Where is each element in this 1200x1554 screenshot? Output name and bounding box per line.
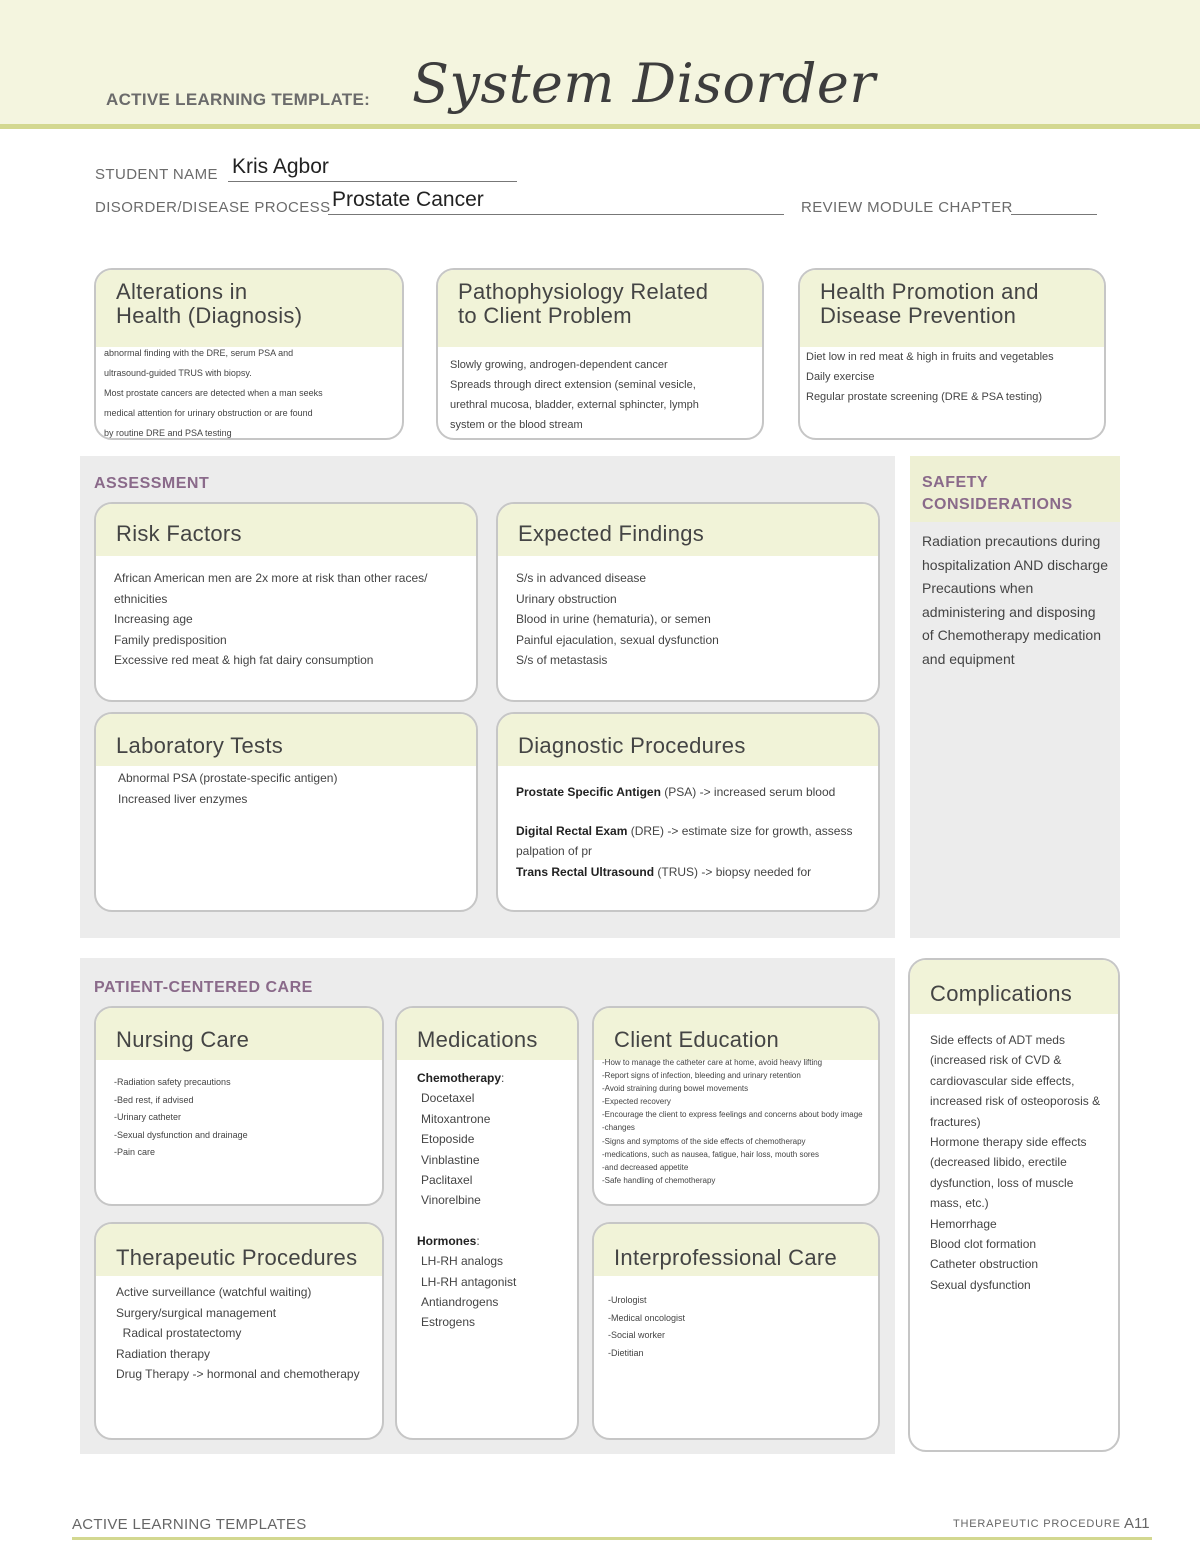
- therapeutic-procedures-card: [94, 1222, 384, 1440]
- dre-rest: (DRE) -> estimate size for growth, assess: [627, 823, 853, 838]
- health-promotion-title-1: Health Promotion and: [820, 279, 1039, 304]
- body-line: Catheter obstruction: [930, 1257, 1039, 1272]
- complications-body: [910, 1014, 1118, 1295]
- patient-care-title: PATIENT-CENTERED CARE: [94, 979, 313, 996]
- spacer: [516, 803, 872, 821]
- alterations-body: [96, 343, 402, 440]
- laboratory-tests-body: [96, 766, 476, 809]
- risk-factors-body: [96, 556, 476, 671]
- nursing-care-title: Nursing Care: [116, 1027, 250, 1052]
- body-line: Most prostate cancers are detected when a man seeks: [104, 388, 323, 398]
- template-title: System Disorder: [412, 52, 876, 115]
- body-line: Radical prostatectomy: [116, 1326, 242, 1340]
- body-line: Increasing age: [114, 612, 193, 626]
- footer-left: ACTIVE LEARNING TEMPLATES: [72, 1516, 307, 1533]
- client-education-title: Client Education: [614, 1027, 780, 1052]
- interprofessional-care-body: [594, 1276, 878, 1362]
- review-chapter-label: REVIEW MODULE CHAPTER: [801, 199, 1013, 216]
- diagnostic-procedures-card: [496, 712, 880, 912]
- chemo-label: Chemotherapy: [417, 1071, 502, 1085]
- student-name-line: [228, 181, 517, 182]
- body-line: -Medical oncologist: [608, 1312, 686, 1323]
- dre-line: [516, 821, 872, 842]
- nursing-care-body: [96, 1060, 382, 1162]
- body-line: fractures): [930, 1114, 981, 1129]
- risk-factors-card: [94, 502, 478, 702]
- chemo-label-line: Chemotherapy:: [417, 1071, 505, 1085]
- disorder-line: [328, 214, 784, 215]
- body-line: cardiovascular side effects,: [930, 1073, 1075, 1088]
- interprofessional-care-card: [592, 1222, 880, 1440]
- pathophysiology-title-2: to Client Problem: [458, 303, 632, 328]
- body-line: -Dietitian: [608, 1347, 644, 1358]
- body-line: mass, etc.): [930, 1196, 989, 1211]
- spacer: [417, 1211, 571, 1231]
- safety-title-2: CONSIDERATIONS: [922, 496, 1073, 513]
- med-item: Antiandrogens: [421, 1295, 499, 1310]
- body-line: -Report signs of infection, bleeding and urinary retention: [602, 1071, 801, 1081]
- complications-title: Complications: [930, 981, 1073, 1006]
- body-line: Drug Therapy -> hormonal and chemotherapy: [116, 1367, 360, 1381]
- safety-head: [910, 456, 1120, 522]
- body-line: Blood clot formation: [930, 1237, 1037, 1252]
- body-line: abnormal finding with the DRE, serum PSA and: [104, 348, 294, 358]
- complications-head: [910, 960, 1118, 1014]
- med-item: Estrogens: [421, 1315, 476, 1330]
- body-line: urethral mucosa, bladder, external sphincter, lymph: [450, 399, 699, 411]
- alterations-title-1: Alterations in: [116, 279, 248, 304]
- body-line: -Pain care: [114, 1147, 156, 1157]
- hormones-label: Hormones: [417, 1233, 477, 1248]
- interprofessional-care-head: [594, 1224, 878, 1276]
- body-line: Excessive red meat & high fat dairy consumption: [114, 653, 374, 667]
- client-education-body: [594, 1056, 878, 1187]
- medications-head: [397, 1008, 577, 1060]
- body-line: hospitalization AND discharge: [922, 556, 1108, 573]
- body-line: -medications, such as nausea, fatigue, hair loss, mouth sores: [602, 1149, 819, 1159]
- disorder-value[interactable]: Prostate Cancer: [332, 188, 484, 211]
- diagnostic-procedures-body: [498, 766, 878, 882]
- safety-title-1: SAFETY: [922, 474, 989, 491]
- body-line: of Chemotherapy medication: [922, 627, 1101, 643]
- body-line: system or the blood stream: [450, 419, 583, 431]
- client-education-head: [594, 1008, 878, 1060]
- med-item: LH-RH antagonist: [421, 1274, 517, 1289]
- body-line: Blood in urine (hematuria), or semen: [516, 612, 711, 626]
- pathophysiology-card: [436, 268, 764, 440]
- med-item: Vinblastine: [421, 1152, 480, 1167]
- alterations-card: [94, 268, 404, 440]
- body-line: ultrasound-guided TRUS with biopsy.: [104, 368, 252, 378]
- body-line: -Safe handling of chemotherapy: [602, 1175, 716, 1185]
- body-line: Radiation therapy: [116, 1346, 211, 1361]
- health-promotion-title-2: Disease Prevention: [820, 303, 1017, 328]
- body-line: Sexual dysfunction: [930, 1277, 1031, 1292]
- body-line: -Sexual dysfunction and drainage: [114, 1129, 248, 1140]
- therapeutic-procedures-head: [96, 1224, 382, 1276]
- med-item: LH-RH analogs: [421, 1254, 504, 1269]
- dre-bold: Digital Rectal Exam: [516, 823, 628, 838]
- body-line: by routine DRE and PSA testing: [104, 428, 232, 438]
- body-line: Family predisposition: [114, 632, 227, 647]
- therapeutic-procedures-body: [96, 1276, 382, 1385]
- med-item: Vinorelbine: [421, 1193, 481, 1208]
- body-line: African American men are 2x more at risk than other races/: [114, 571, 428, 585]
- pathophysiology-title-1: Pathophysiology Related: [458, 279, 709, 304]
- body-line: -Urologist: [608, 1295, 647, 1305]
- student-name-value[interactable]: Kris Agbor: [232, 155, 329, 178]
- body-line: (decreased libido, erectile: [930, 1155, 1067, 1170]
- body-line: -changes: [602, 1123, 635, 1133]
- body-line: Diet low in red meat & high in fruits and vegetables: [806, 351, 1054, 363]
- trus-line: [516, 862, 872, 883]
- alterations-card-head: [96, 270, 402, 347]
- body-line: -Encourage the client to express feelings and concerns about body image: [602, 1110, 863, 1120]
- pathophysiology-card-head: [438, 270, 762, 347]
- expected-findings-card: [496, 502, 880, 702]
- body-line: Side effects of ADT meds: [930, 1033, 1065, 1047]
- trus-rest: (TRUS) -> biopsy needed for: [654, 864, 812, 879]
- client-education-card: [592, 1006, 880, 1206]
- dre-continued: palpation of pr: [516, 844, 593, 858]
- body-line: -How to manage the catheter care at home, avoid heavy lifting: [602, 1058, 823, 1067]
- template-prefix: ACTIVE LEARNING TEMPLATE:: [106, 90, 371, 109]
- body-line: Spreads through direct extension (seminal vesicle,: [450, 379, 696, 391]
- diagnostic-procedures-title: Diagnostic Procedures: [518, 733, 746, 758]
- body-line: Radiation precautions during: [922, 533, 1101, 549]
- body-line: -Radiation safety precautions: [114, 1077, 231, 1087]
- laboratory-tests-card: [94, 712, 478, 912]
- body-line: -Signs and symptoms of the side effects of chemotherapy: [602, 1136, 806, 1146]
- body-line: -Avoid straining during bowel movements: [602, 1084, 749, 1094]
- body-line: Active surveillance (watchful waiting): [116, 1285, 312, 1299]
- laboratory-tests-head: [96, 714, 476, 766]
- medications-body: [397, 1060, 577, 1333]
- medications-card: [395, 1006, 579, 1440]
- body-line: increased risk of osteoporosis &: [930, 1094, 1101, 1109]
- laboratory-tests-title: Laboratory Tests: [116, 733, 284, 758]
- risk-factors-head: [96, 504, 476, 556]
- trus-bold: Trans Rectal Ultrasound: [516, 864, 655, 879]
- psa-rest: (PSA) -> increased serum blood: [660, 785, 836, 799]
- health-promotion-card-head: [800, 270, 1104, 347]
- header-rule: [0, 124, 1200, 129]
- med-item: Docetaxel: [421, 1091, 475, 1106]
- body-line: Precautions when: [922, 580, 1034, 596]
- body-line: Daily exercise: [806, 371, 875, 383]
- expected-findings-head: [498, 504, 878, 556]
- risk-factors-title: Risk Factors: [116, 521, 242, 546]
- body-line: Slowly growing, androgen-dependent cancer: [450, 359, 668, 371]
- body-line: ethnicities: [114, 591, 168, 606]
- diagnostic-procedures-head: [498, 714, 878, 766]
- safety-section: [910, 456, 1120, 938]
- body-line: and equipment: [922, 650, 1015, 667]
- footer-page-number: A11: [1124, 1515, 1150, 1532]
- body-line: S/s in advanced disease: [516, 571, 647, 585]
- psa-line: [516, 782, 872, 803]
- body-line: S/s of metastasis: [516, 653, 608, 667]
- body-line: Increased liver enzymes: [118, 791, 248, 806]
- medications-title: Medications: [417, 1027, 538, 1052]
- med-item: Etoposide: [421, 1132, 475, 1147]
- alterations-title-2: Health (Diagnosis): [116, 303, 303, 328]
- body-line: -and decreased appetite: [602, 1162, 689, 1172]
- body-line: Abnormal PSA (prostate-specific antigen): [118, 771, 338, 785]
- body-line: -Bed rest, if advised: [114, 1094, 194, 1105]
- body-line: dysfunction, loss of muscle: [930, 1175, 1074, 1190]
- footer-rule: [72, 1537, 1152, 1540]
- health-promotion-body: [800, 347, 1104, 407]
- body-line: Hemorrhage: [930, 1216, 997, 1231]
- body-line: Urinary obstruction: [516, 591, 617, 606]
- nursing-care-head: [96, 1008, 382, 1060]
- expected-findings-title: Expected Findings: [518, 521, 705, 546]
- interprofessional-care-title: Interprofessional Care: [614, 1245, 838, 1270]
- body-line: -Social worker: [608, 1330, 666, 1340]
- footer-right: THERAPEUTIC PROCEDURE: [953, 1518, 1121, 1530]
- body-line: -Urinary catheter: [114, 1112, 182, 1122]
- review-chapter-line[interactable]: [1011, 214, 1097, 215]
- body-line: Painful ejaculation, sexual dysfunction: [516, 632, 719, 647]
- pathophysiology-body: [438, 347, 762, 435]
- nursing-care-card: [94, 1006, 384, 1206]
- assessment-title: ASSESSMENT: [94, 475, 210, 492]
- student-name-label: STUDENT NAME: [95, 166, 218, 183]
- expected-findings-body: [498, 556, 878, 671]
- body-line: administering and disposing: [922, 603, 1096, 620]
- body-line: Regular prostate screening (DRE & PSA testing): [806, 391, 1043, 403]
- med-item: Mitoxantrone: [421, 1111, 491, 1126]
- body-line: -Expected recovery: [602, 1097, 671, 1107]
- med-item: Paclitaxel: [421, 1173, 473, 1188]
- complications-card: [908, 958, 1120, 1452]
- body-line: (increased risk of CVD &: [930, 1053, 1062, 1068]
- therapeutic-procedures-title: Therapeutic Procedures: [116, 1245, 358, 1270]
- psa-bold: Prostate Specific Antigen: [516, 785, 661, 799]
- disorder-label: DISORDER/DISEASE PROCESS: [95, 199, 331, 216]
- body-line: Surgery/surgical management: [116, 1305, 277, 1320]
- body-line: medical attention for urinary obstruction or are found: [104, 408, 313, 418]
- safety-body: [922, 530, 1112, 671]
- hormones-label-line: Hormones:: [417, 1233, 480, 1248]
- body-line: Hormone therapy side effects: [930, 1135, 1087, 1150]
- health-promotion-card: [798, 268, 1106, 440]
